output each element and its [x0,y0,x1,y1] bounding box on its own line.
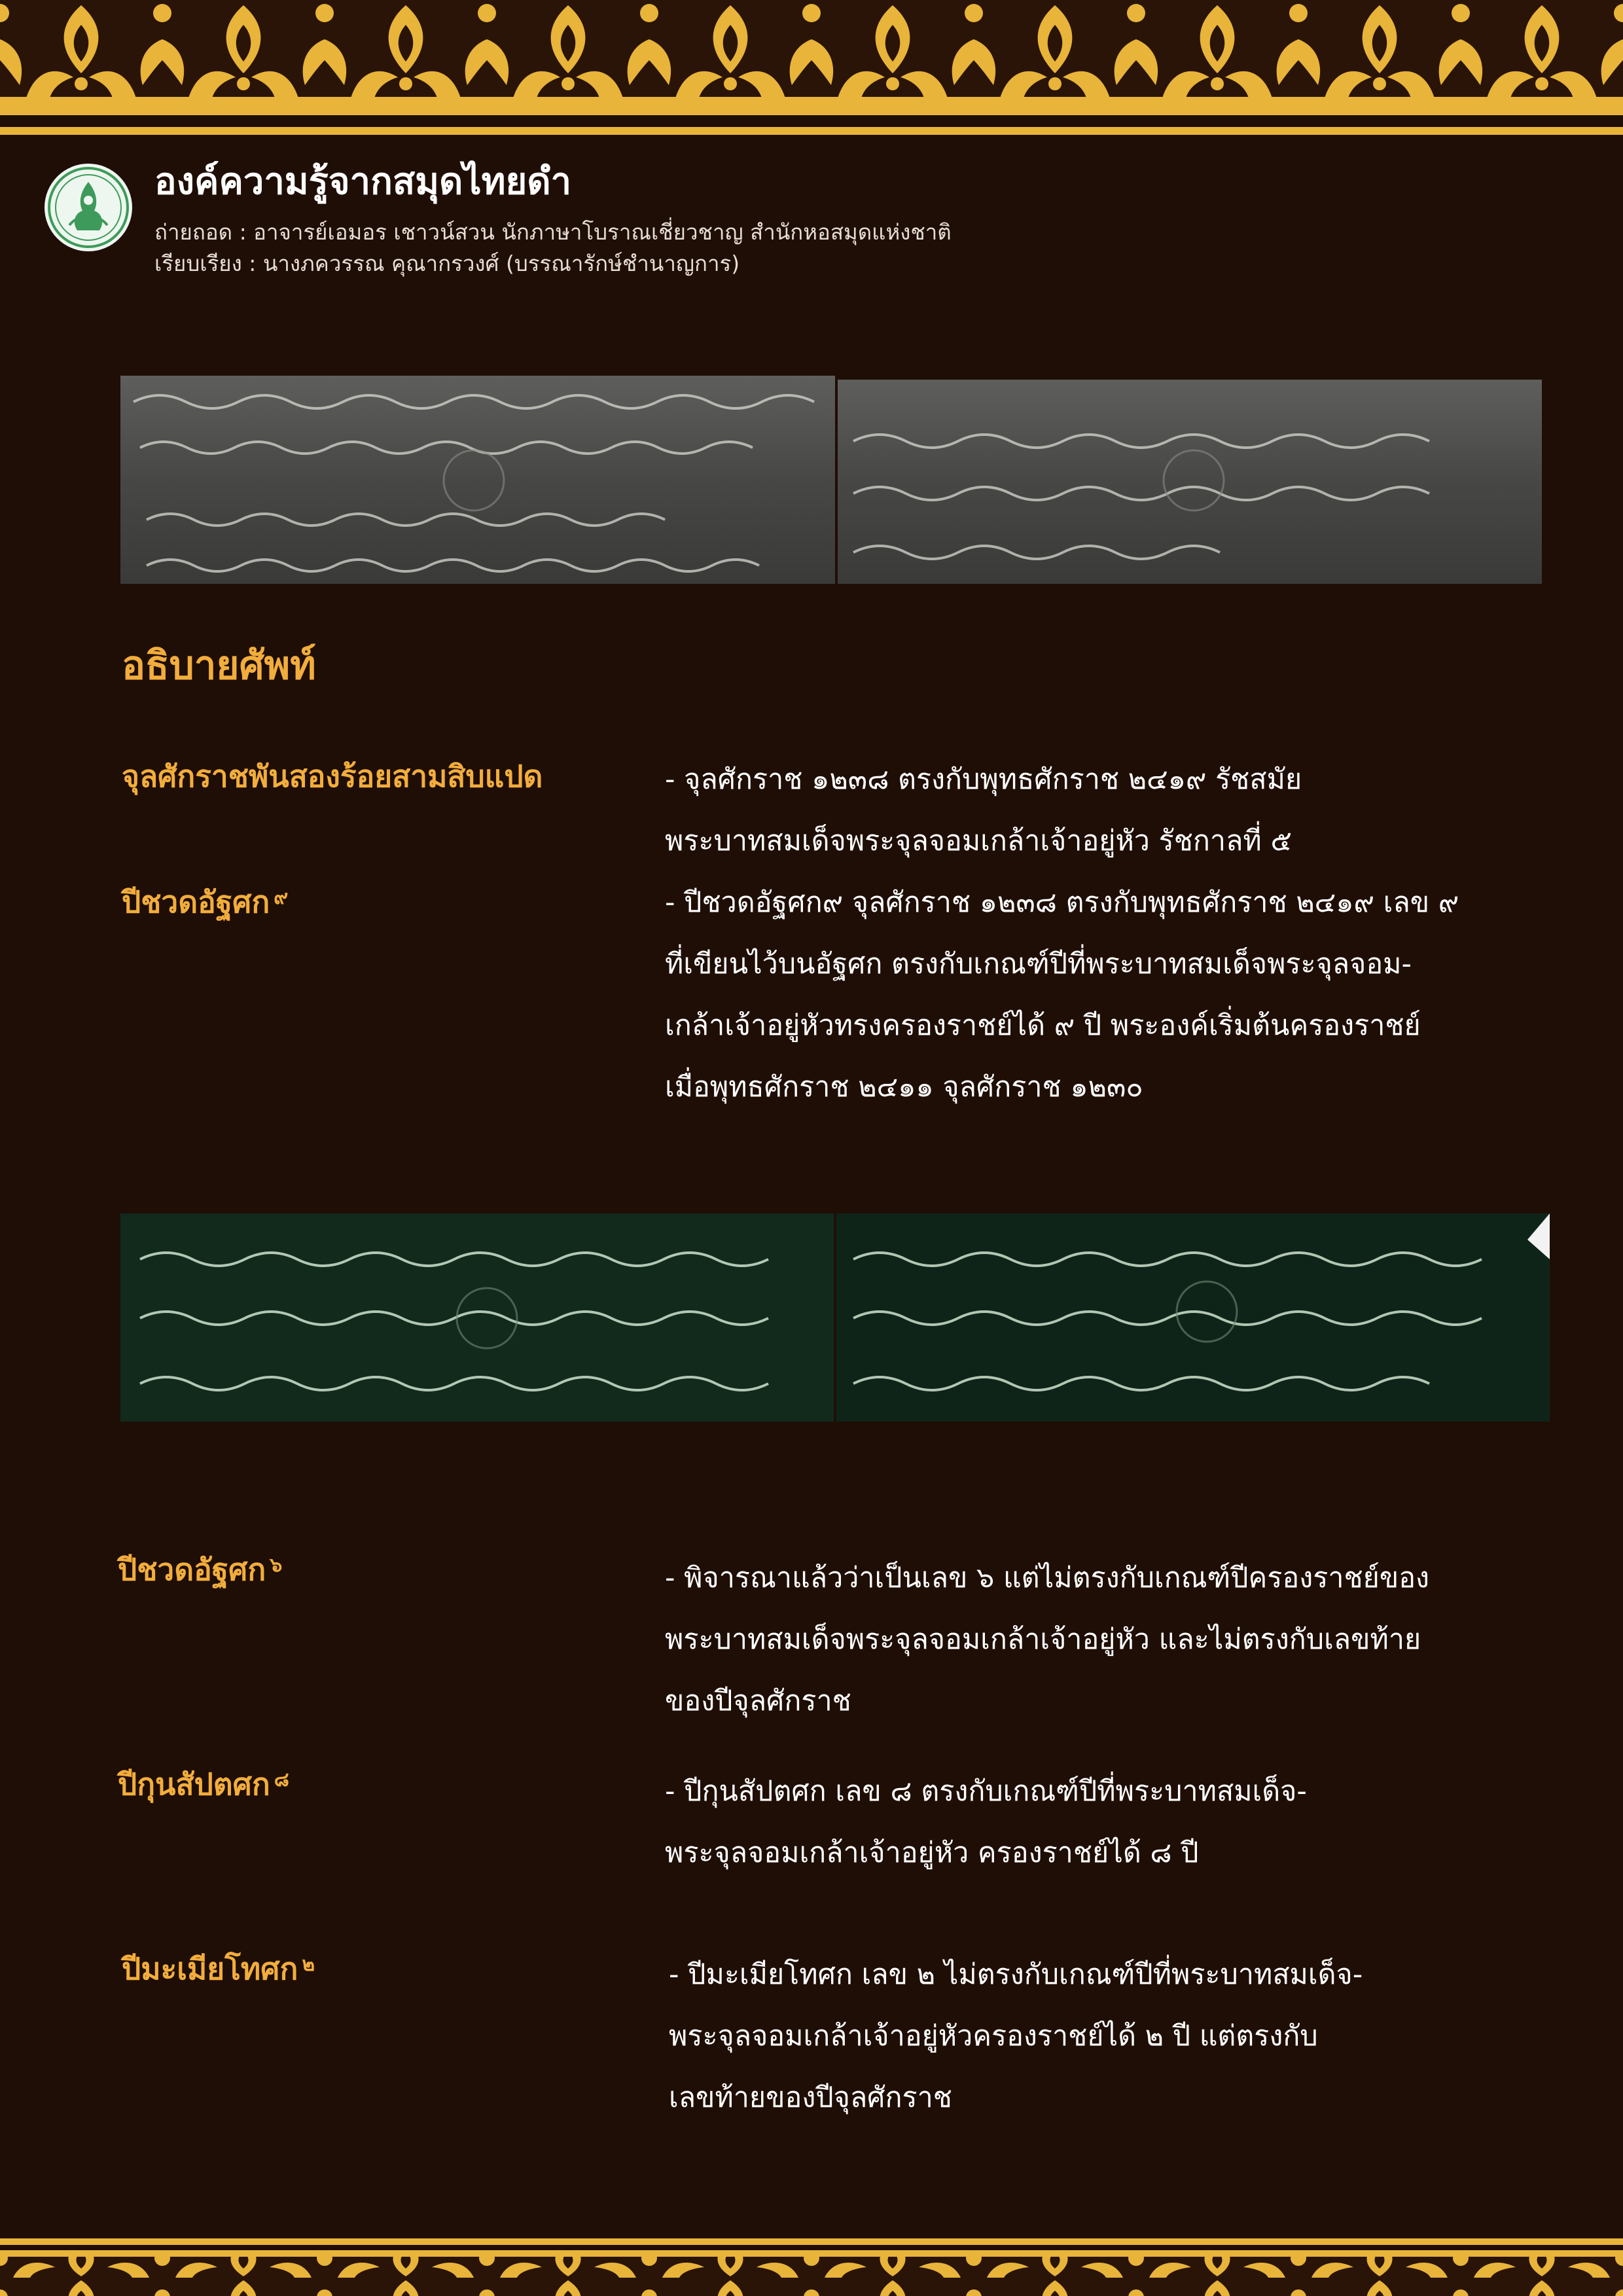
glossary-definition [665,872,1459,1118]
term-superscript: ๖ [270,1554,283,1577]
definition-line: - ปีมะเมียโทศก เลข ๒ ไม่ตรงกับเกณฑ์ปีที่พระบาทสมเด็จ- [669,1958,1363,1991]
glossary-term [122,881,288,923]
term-label: จุลศักราชพันสองร้อยสามสิบแปด [122,759,543,794]
definition-line: พระบาทสมเด็จพระจุลจอมเกล้าเจ้าอยู่หัว รัชกาลที่ ๕ [665,825,1292,857]
glossary-definition [669,1944,1363,2128]
term-superscript: ๘ [274,1768,289,1791]
definition-line: เมื่อพุทธศักราช ๒๔๑๑ จุลศักราช ๑๒๓๐ [665,1071,1143,1103]
definition-line: - ปีกุนสัปตศก เลข ๘ ตรงกับเกณฑ์ปีที่พระบาทสมเด็จ- [665,1775,1307,1808]
glossary-definition [665,749,1302,872]
manuscript-image-2 [120,1213,1550,1422]
definition-line: เกล้าเจ้าอยู่หัวทรงครองราชย์ได้ ๙ ปี พระองค์เริ่มต้นครองราชย์ [665,1009,1421,1042]
library-seal-logo [43,162,134,253]
definition-line: - ปีชวดอัฐศก๙ จุลศักราช ๑๒๓๘ ตรงกับพุทธศักราช ๒๔๑๙ เลข ๙ [665,886,1459,919]
manuscript-image-1 [120,376,1542,584]
transcriber-credit: ถ่ายถอด : อาจารย์เอมอร เชาวน์สวน นักภาษาโบราณเชี่ยวชาญ สำนักหอสมุดแห่งชาติ [154,219,952,245]
term-label: ปีชวดอัฐศก [118,1552,266,1587]
glossary-definition [665,1547,1429,1732]
compiler-credit: เรียบเรียง : นางภควรรณ คุณากรวงศ์ (บรรณารักษ์ชำนาญการ) [154,251,740,276]
term-label: ปีมะเมียโทศก [122,1951,298,1986]
definition-line: พระบาทสมเด็จพระจุลจอมเกล้าเจ้าอยู่หัว และไม่ตรงกับเลขท้าย [665,1623,1421,1656]
definition-line: ที่เขียนไว้บนอัฐศก ตรงกับเกณฑ์ปีที่พระบาทสมเด็จพระจุลจอม- [665,948,1412,980]
definition-line: - จุลศักราช ๑๒๓๘ ตรงกับพุทธศักราช ๒๔๑๙ รัชสมัย [665,763,1302,796]
term-label: ปีกุนสัปตศก [118,1767,270,1802]
term-label: ปีชวดอัฐศก [122,884,270,920]
term-superscript: ๒ [302,1953,315,1976]
definition-line: ของปีจุลศักราช [665,1685,851,1717]
definition-line: พระจุลจอมเกล้าเจ้าอยู่หัวครองราชย์ได้ ๒ ปี แต่ตรงกับ [669,2020,1318,2053]
definition-line: เลขท้ายของปีจุลศักราช [669,2081,952,2114]
top-ornament-band [0,0,1623,139]
term-superscript: ๙ [274,886,289,909]
glossary-heading: อธิบายศัพท์ [122,643,316,689]
definition-line: พระจุลจอมเกล้าเจ้าอยู่หัว ครองราชย์ได้ ๘ ปี [665,1837,1199,1869]
glossary-term [122,755,543,797]
glossary-term [118,1549,282,1590]
page-title: องค์ความรู้จากสมุดไทยดำ [154,160,572,203]
bottom-ornament-band [0,2238,1623,2296]
definition-line: - พิจารณาแล้วว่าเป็นเลข ๖ แต่ไม่ตรงกับเกณฑ์ปีครองราชย์ของ [665,1562,1430,1594]
glossary-definition [665,1761,1307,1884]
glossary-term [122,1948,315,1990]
glossary-term [118,1763,289,1805]
